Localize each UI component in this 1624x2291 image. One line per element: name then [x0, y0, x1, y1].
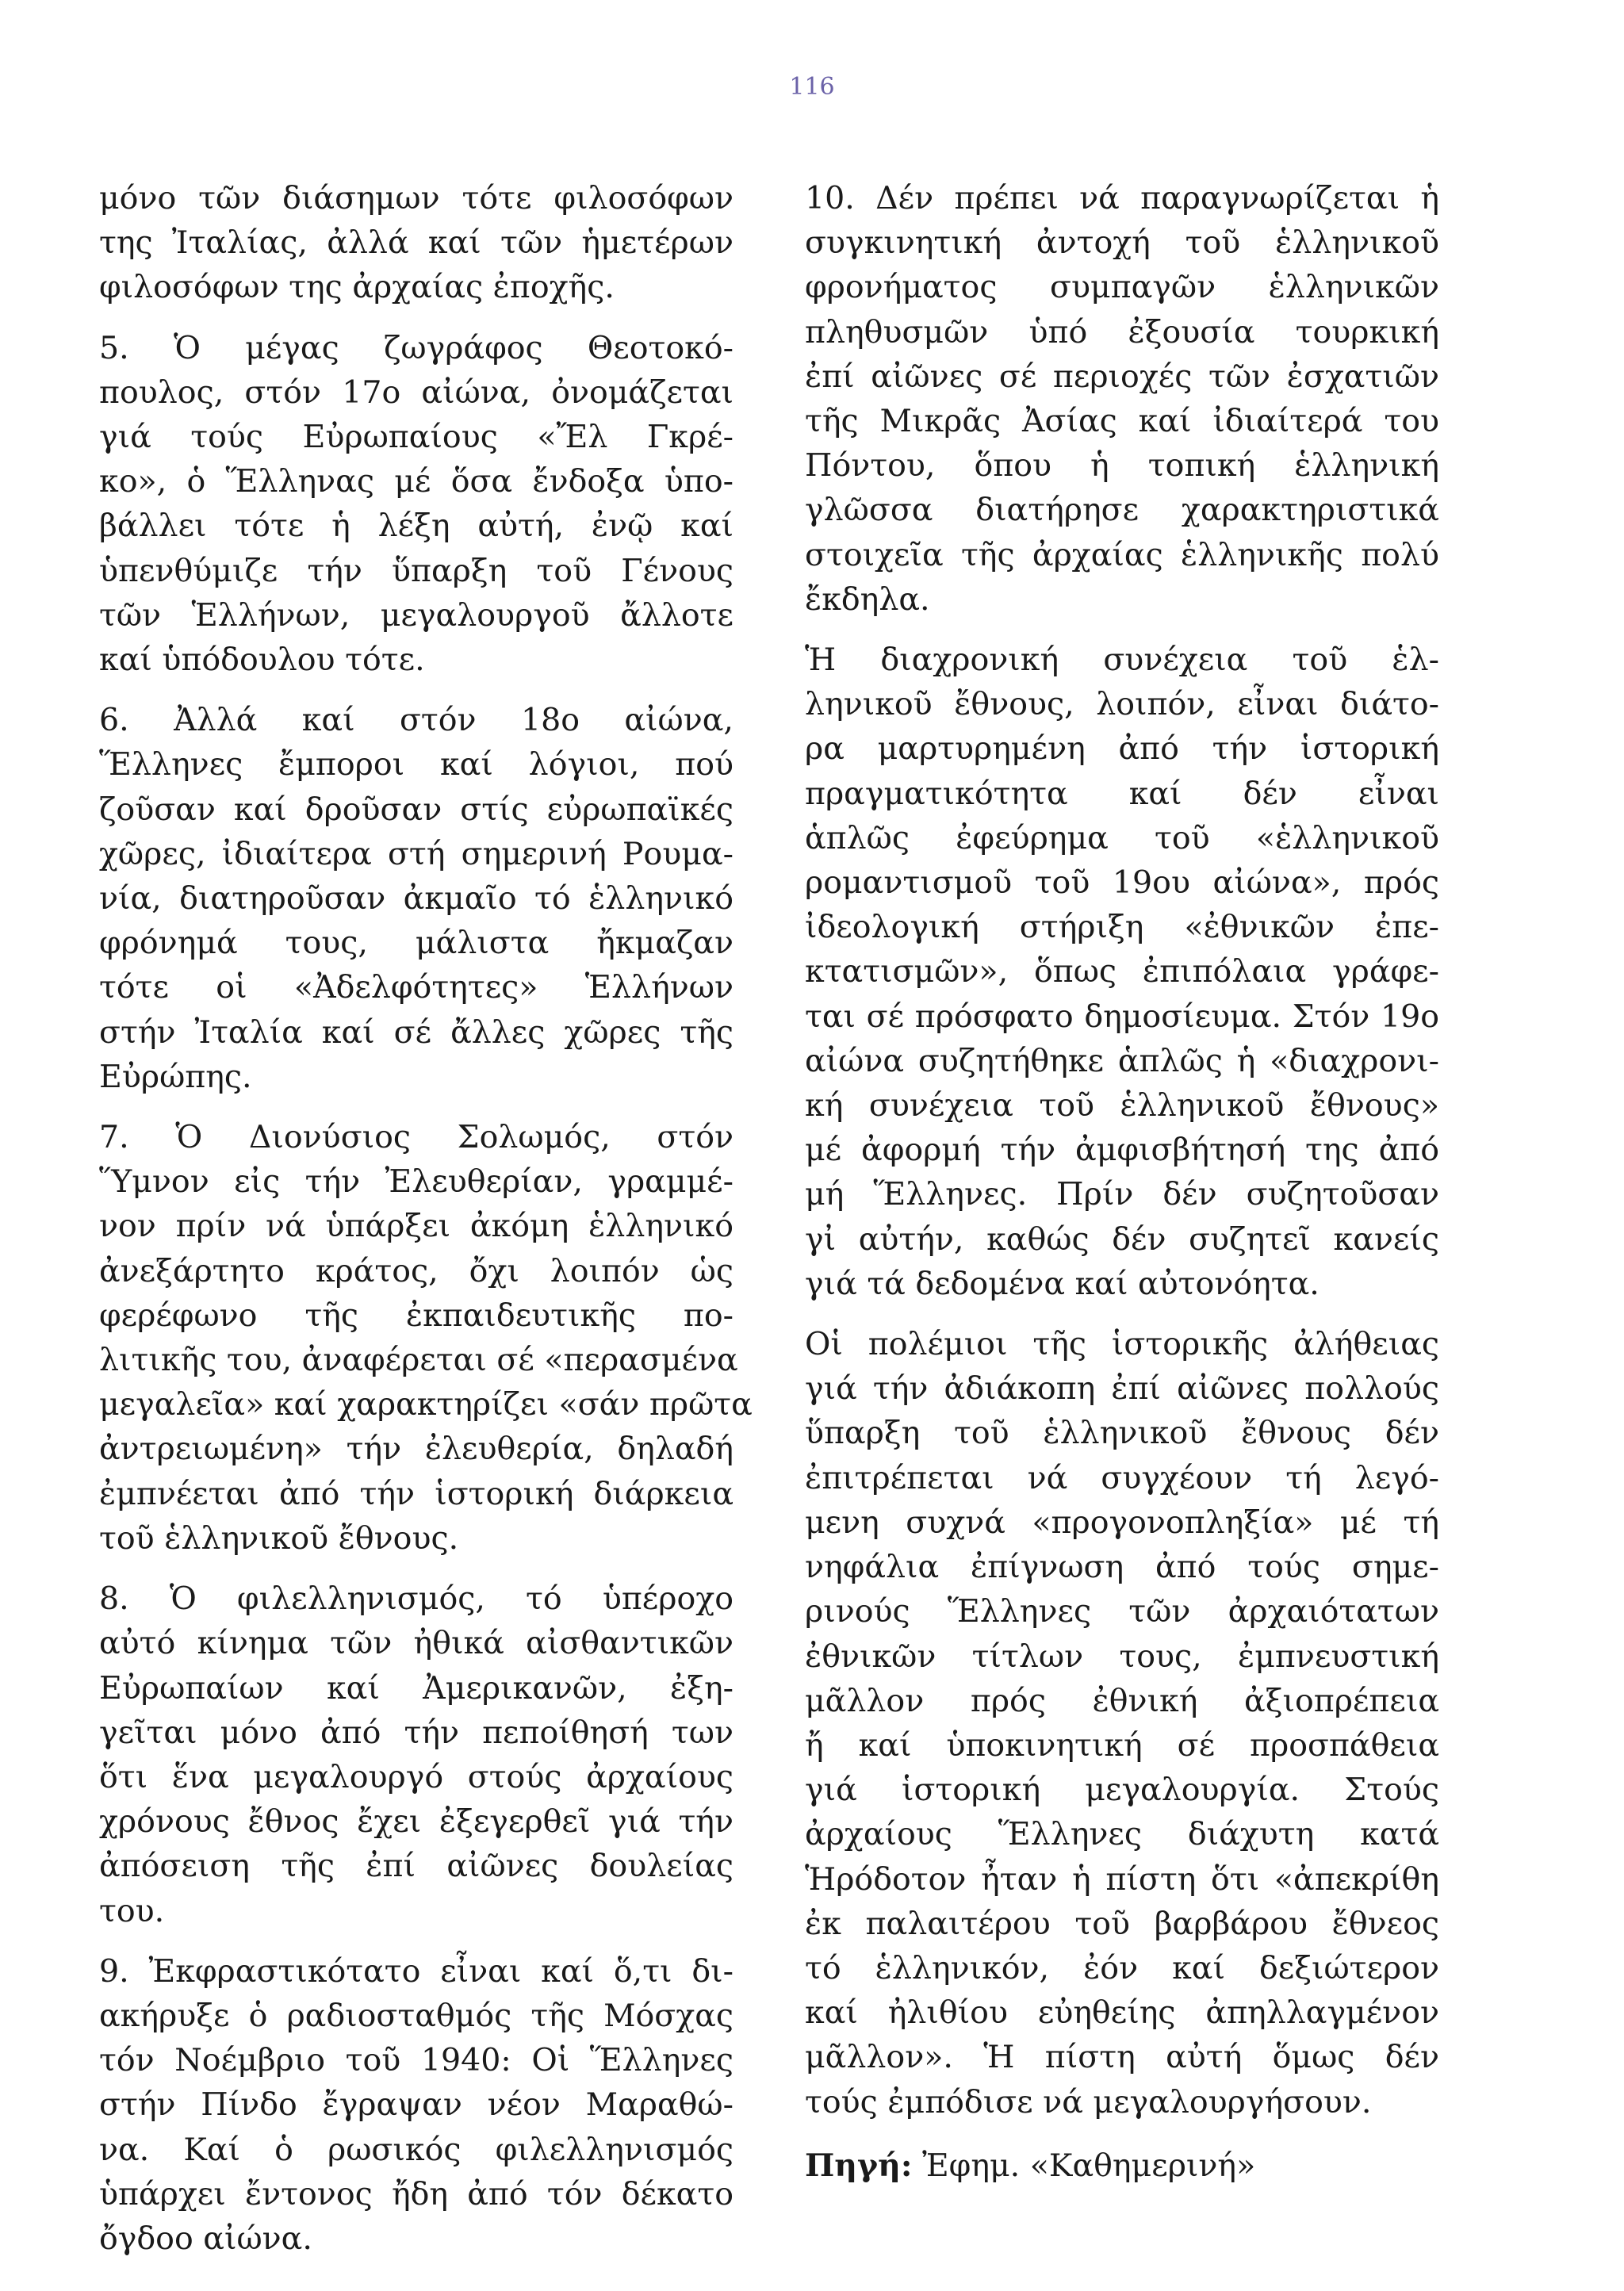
- text-line: στήν Πίνδο ἔγραψαν νέον Μαραθώ-: [99, 2086, 733, 2124]
- paragraph: [99, 326, 733, 683]
- page-number: 116: [789, 73, 835, 101]
- text-line: μέ ἀφορμή τήν ἀμφισβήτησή της ἀπό: [805, 1132, 1439, 1169]
- text-line: 8. Ὁ φιλελληνισμός, τό ὑπέροχο: [99, 1580, 733, 1618]
- text-line: ὑπενθύμιζε τήν ὕπαρξη τοῦ Γένους: [99, 552, 733, 589]
- text-line: γεῖται μόνο ἀπό τήν πεποίθησή των: [99, 1714, 733, 1751]
- text-line: ακήρυξε ὁ ραδιοσταθμός τῆς Μόσχας: [99, 1997, 733, 2034]
- text-line: ἰδεολογική στήριξη «ἐθνικῶν ἐπε-: [805, 909, 1439, 946]
- source-text: Ἐφημ. «Καθημερινή»: [912, 2147, 1256, 2184]
- text-line: ὄγδοο αἰώνα.: [99, 2220, 312, 2257]
- text-line: Πόντου, ὅπου ἡ τοπική ἑλληνική: [805, 447, 1439, 485]
- text-line: γλῶσσα διατήρησε χαρακτηριστικά: [805, 492, 1439, 529]
- text-line: ἐπιτρέπεται νά συγχέουν τή λεγό-: [805, 1459, 1439, 1496]
- text-line: ἔκδηλα.: [805, 580, 930, 618]
- text-line: τόν Νοέμβριο τοῦ 1940: Οἱ Ἕλληνες: [99, 2042, 733, 2079]
- text-line: 5. Ὁ μέγας ζωγράφος Θεοτοκό-: [99, 329, 733, 366]
- text-line: 10. Δέν πρέπει νά παραγνωρίζεται ἡ: [805, 180, 1439, 216]
- text-line: μόνο τῶν διάσημων τότε φιλοσόφων: [99, 180, 733, 216]
- text-line: ται σέ πρόσφατο δημοσίευμα. Στόν 19ο: [805, 998, 1439, 1035]
- text-line: ἐπί αἰῶνες σέ περιοχές τῶν ἐσχατιῶν: [805, 358, 1439, 395]
- text-line: Ἡ διαχρονική συνέχεια τοῦ ἑλ-: [805, 642, 1439, 679]
- text-line: γιά τούς Εὐρωπαίους «Ἔλ Γκρέ-: [99, 419, 733, 456]
- text-line: χῶρες, ἰδιαίτερα στή σημερινή Ρουμα-: [99, 835, 733, 872]
- text-line: 6. Ἀλλά καί στόν 18ο αἰώνα,: [99, 702, 733, 739]
- text-line: τότε οἱ «Ἀδελφότητες» Ἑλλήνων: [99, 969, 733, 1006]
- text-line: νία, διατηροῦσαν ἀκμαῖο τό ἑλληνικό: [99, 880, 733, 918]
- text-line: καί ὑπόδουλου τότε.: [99, 642, 425, 679]
- text-line: τό ἑλληνικόν, ἐόν καί δεξιώτερον: [805, 1949, 1439, 1986]
- text-line: τῶν Ἑλλήνων, μεγαλουργοῦ ἄλλοτε: [99, 596, 733, 634]
- text-line: ἁπλῶς ἐφεύρημα τοῦ «ἑλληνικοῦ: [805, 819, 1439, 856]
- text-line: ἐκ παλαιτέρου τοῦ βαρβάρου ἔθνεος: [805, 1905, 1439, 1942]
- text-line: κτατισμῶν», ὅπως ἐπιπόλαια γράφε-: [805, 953, 1439, 990]
- text-line: πουλος, στόν 17ο αἰώνα, ὀνομάζεται: [99, 374, 733, 411]
- text-line: Εὐρώπης.: [99, 1058, 252, 1095]
- text-line: φρόνημά τους, μάλιστα ἤκμαζαν: [99, 925, 733, 962]
- right-column: [805, 176, 1439, 2188]
- text-line: βάλλει τότε ἡ λέξη αὐτή, ἐνῷ καί: [99, 508, 733, 545]
- paragraph: [805, 1322, 1439, 2124]
- text-line: ἀνεξάρτητο κράτος, ὄχι λοιπόν ὡς: [99, 1252, 733, 1289]
- text-line: ρα μαρτυρημένη ἀπό τήν ἱστορική: [805, 730, 1439, 768]
- text-line: μᾶλλον». Ἡ πίστη αὐτή ὅμως δέν: [805, 2039, 1439, 2076]
- source-label: Πηγή:: [805, 2147, 913, 2184]
- text-line: συγκινητική ἀντοχή τοῦ ἑλληνικοῦ: [805, 224, 1439, 262]
- text-line: φερέφωνο τῆς ἐκπαιδευτικῆς πο-: [99, 1297, 733, 1334]
- text-line: 7. Ὁ Διονύσιος Σολωμός, στόν: [99, 1119, 733, 1156]
- text-line: να. Καί ὁ ρωσικός φιλελληνισμός: [99, 2131, 733, 2168]
- source-line: [805, 2144, 1439, 2188]
- text-line: τῆς Μικρᾶς Ἀσίας καί ἰδιαίτερά του: [805, 403, 1439, 440]
- text-line: τοῦ ἑλληνικοῦ ἔθνους.: [99, 1519, 459, 1557]
- text-line: λιτικῆς του, ἀναφέρεται σέ «περασμένα: [99, 1342, 738, 1379]
- text-line: στοιχεῖα τῆς ἀρχαίας ἑλληνικῆς πολύ: [805, 536, 1439, 573]
- text-line: φρονήματος συμπαγῶν ἑλληνικῶν: [805, 269, 1439, 306]
- text-line: Ἡρόδοτον ἦταν ἡ πίστη ὅτι «ἀπεκρίθη: [805, 1860, 1439, 1898]
- text-line: του.: [99, 1892, 165, 1929]
- text-line: ρομαντισμοῦ τοῦ 19ου αἰώνα», πρός: [805, 864, 1439, 902]
- text-line: ἀπόσειση τῆς ἐπί αἰῶνες δουλείας: [99, 1848, 733, 1885]
- text-line: νον πρίν νά ὑπάρξει ἀκόμη ἑλληνικό: [99, 1208, 733, 1245]
- paragraph: [99, 1576, 733, 1933]
- paragraph: [99, 698, 733, 1099]
- text-line: μᾶλλον πρός ἐθνική ἀξιοπρέπεια: [805, 1682, 1439, 1719]
- text-line: γιά ἱστορική μεγαλουργία. Στούς: [805, 1772, 1439, 1809]
- text-line: ἐμπνέεται ἀπό τήν ἱστορική διάρκεια: [99, 1475, 733, 1512]
- text-line: Οἱ πολέμιοι τῆς ἱστορικῆς ἀλήθειας: [805, 1326, 1439, 1363]
- paragraph: [99, 1115, 753, 1561]
- text-line: πραγματικότητα καί δέν εἶναι: [805, 775, 1439, 812]
- text-line: μή Ἕλληνες. Πρίν δέν συζητοῦσαν: [805, 1176, 1439, 1213]
- text-line: καί ἠλιθίου εὐηθείης ἀπηλλαγμένον: [805, 1994, 1439, 2032]
- text-line: αὐτό κίνημα τῶν ἠθικά αἰσθαντικῶν: [99, 1625, 733, 1662]
- paragraph: [805, 176, 1439, 622]
- paragraph: [99, 1949, 733, 2261]
- text-line: τούς ἐμπόδισε νά μεγαλουργήσουν.: [805, 2083, 1372, 2121]
- text-line: στήν Ἰταλία καί σέ ἄλλες χῶρες τῆς: [99, 1013, 733, 1051]
- text-line: Ἕλληνες ἔμποροι καί λόγιοι, πού: [99, 746, 733, 783]
- left-column: [99, 176, 753, 2277]
- text-line: φιλοσόφων της ἀρχαίας ἐποχῆς.: [99, 269, 615, 306]
- text-line: νηφάλια ἐπίγνωση ἀπό τούς σημε-: [805, 1549, 1439, 1586]
- text-line: κή συνέχεια τοῦ ἑλληνικοῦ ἔθνους»: [805, 1087, 1439, 1124]
- text-line: ἀντρειωμένη» τήν ἐλευθερία, δηλαδή: [99, 1431, 733, 1468]
- text-line: γιά τά δεδομένα καί αὐτονόητα.: [805, 1265, 1320, 1302]
- text-line: γιά τήν ἀδιάκοπη ἐπί αἰῶνες πολλούς: [805, 1370, 1439, 1408]
- text-line: μενη συχνά «προγονοπληξία» μέ τή: [805, 1504, 1439, 1541]
- text-line: ἀρχαίους Ἕλληνες διάχυτη κατά: [805, 1816, 1439, 1853]
- text-line: Εὐρωπαίων καί Ἀμερικανῶν, ἐξη-: [99, 1669, 733, 1707]
- paragraph: [805, 638, 1439, 1306]
- text-line: Ὕμνον εἰς τήν Ἐλευθερίαν, γραμμέ-: [99, 1163, 733, 1201]
- text-line: ρινούς Ἕλληνες τῶν ἀρχαιότατων: [805, 1593, 1439, 1630]
- text-line: χρόνους ἔθνος ἔχει ἐξεγερθεῖ γιά τήν: [99, 1803, 733, 1841]
- text-line: κο», ὁ Ἕλληνας μέ ὅσα ἔνδοξα ὑπο-: [99, 463, 733, 500]
- text-line: γἰ αὐτήν, καθώς δέν συζητεῖ κανείς: [805, 1220, 1439, 1258]
- text-line: ὑπάρχει ἔντονος ἤδη ἀπό τόν δέκατο: [99, 2175, 733, 2212]
- text-line: ἤ καί ὑποκινητική σέ προσπάθεια: [805, 1726, 1439, 1764]
- text-line: ὅτι ἕνα μεγαλουργό στούς ἀρχαίους: [99, 1758, 733, 1795]
- text-line: μεγαλεῖα» καί χαρακτηρίζει «σάν πρῶτα: [99, 1386, 753, 1423]
- text-line: ληνικοῦ ἔθνους, λοιπόν, εἶναι διάτο-: [805, 686, 1439, 723]
- text-line: ἐθνικῶν τίτλων τους, ἐμπνευστική: [805, 1638, 1439, 1675]
- text-line: ὕπαρξη τοῦ ἑλληνικοῦ ἔθνους δέν: [805, 1415, 1439, 1452]
- text-line: ζοῦσαν καί δροῦσαν στίς εὐρωπαϊκές: [99, 791, 733, 828]
- text-line: της Ἰταλίας, ἀλλά καί τῶν ἡμετέρων: [99, 224, 733, 262]
- text-line: αἰώνα συζητήθηκε ἁπλῶς ἡ «διαχρονι-: [805, 1042, 1439, 1079]
- paragraph: [99, 176, 733, 310]
- text-line: 9. Ἐκφραστικότατο εἶναι καί ὅ,τι δι-: [99, 1952, 733, 1990]
- text-line: πληθυσμῶν ὑπό ἐξουσία τουρκική: [805, 313, 1439, 351]
